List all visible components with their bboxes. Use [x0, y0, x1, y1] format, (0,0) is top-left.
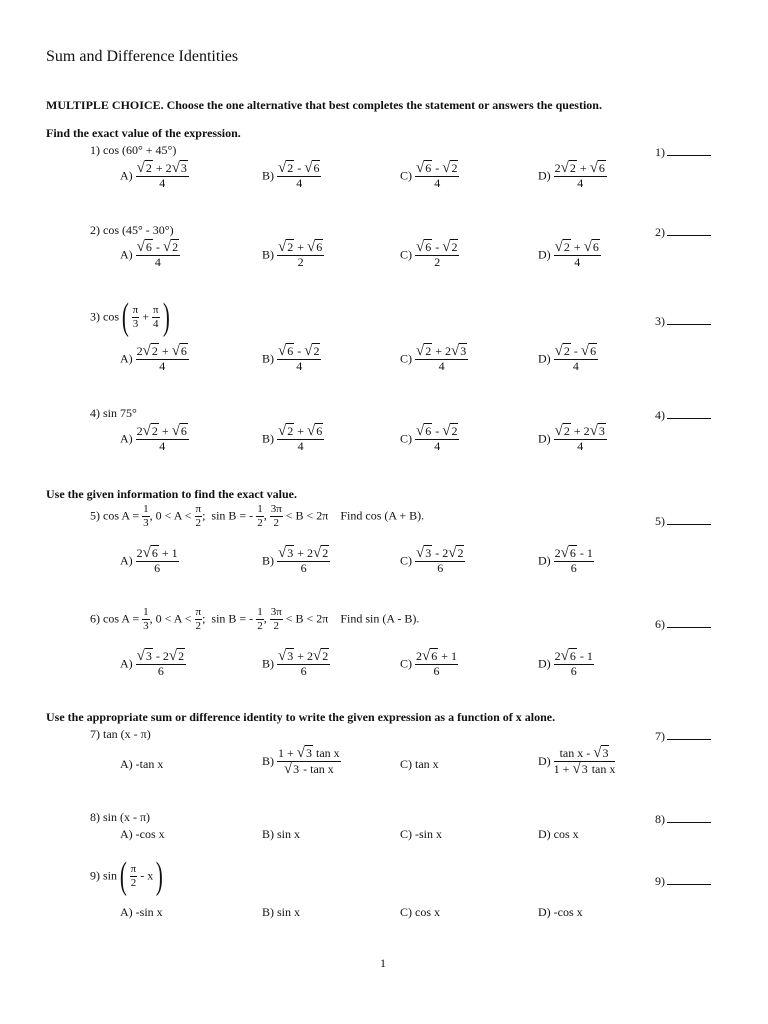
question-7: 7) tan (x - π) [90, 727, 151, 741]
directions: MULTIPLE CHOICE. Choose the one alternative that best completes the statement or answers the question. [46, 98, 602, 112]
page-title: Sum and Difference Identities [46, 48, 239, 65]
option-7a[interactable]: A) -tan x [120, 757, 164, 771]
option-6d[interactable]: D) $\frac{2√6 - 1}{6}$ [538, 648, 593, 678]
option-9a[interactable]: A) -sin x [120, 905, 163, 919]
option-4b[interactable]: B) $\frac{√2 + √6}{4}$ [262, 423, 323, 453]
answer-blank-2[interactable]: 2) [655, 223, 711, 240]
option-3a[interactable]: A) $\frac{2√2 + √6}{4}$ [120, 343, 187, 373]
option-6c[interactable]: C) $\frac{2√6 + 1}{6}$ [400, 648, 458, 678]
option-8a[interactable]: A) -cos x [120, 827, 165, 841]
option-8d[interactable]: D) cos x [538, 827, 579, 841]
option-8b[interactable]: B) sin x [262, 827, 301, 841]
section-heading: Use the given information to find the exact value. [46, 487, 297, 501]
option-5d[interactable]: D) $\frac{2√6 - 1}{6}$ [538, 545, 593, 575]
question-4: 4) sin 75° [90, 406, 137, 420]
answer-blank-6[interactable]: 6) [655, 615, 711, 632]
answer-blank-1[interactable]: 1) [655, 143, 711, 160]
option-2d[interactable]: D) $\frac{√2 + √6}{4}$ [538, 239, 599, 269]
section-heading: Find the exact value of the expression. [46, 126, 241, 140]
option-5c[interactable]: C) $\frac{√3 - 2√2}{6}$ [400, 545, 464, 575]
answer-blank-3[interactable]: 3) [655, 312, 711, 329]
answer-blank-7[interactable]: 7) [655, 727, 711, 744]
option-6b[interactable]: B) $\frac{√3 + 2√2}{6}$ [262, 648, 329, 678]
option-9d[interactable]: D) -cos x [538, 905, 583, 919]
option-7d[interactable]: D) $\frac{\text{tan x - √3}}{\text{1 + √3 tan x}}$ [538, 745, 616, 777]
option-1a[interactable]: A) $\frac{√2 + 2√3}{4}$ [120, 160, 187, 190]
section-heading: Use the appropriate sum or difference identity to write the given expression as a function of x alone. [46, 710, 556, 724]
question-3: 3) cos( $\frac{\pi}{3}$ + $\frac{\pi}{4}$ ) [90, 296, 170, 338]
option-5a[interactable]: A) $\frac{2√6 + 1}{6}$ [120, 545, 178, 575]
option-5b[interactable]: B) $\frac{√3 + 2√2}{6}$ [262, 545, 329, 575]
answer-blank-4[interactable]: 4) [655, 406, 711, 423]
option-7c[interactable]: C) tan x [400, 757, 439, 771]
option-9b[interactable]: B) sin x [262, 905, 301, 919]
option-3b[interactable]: B) $\frac{√6 - √2}{4}$ [262, 343, 320, 373]
option-2c[interactable]: C) $\frac{√6 - √2}{2}$ [400, 239, 458, 269]
option-1b[interactable]: B) $\frac{√2 - √6}{4}$ [262, 160, 320, 190]
option-4c[interactable]: C) $\frac{√6 - √2}{4}$ [400, 423, 458, 453]
option-3c[interactable]: C) $\frac{√2 + 2√3}{4}$ [400, 343, 467, 373]
option-9c[interactable]: C) cos x [400, 905, 440, 919]
option-6a[interactable]: A) $\frac{√3 - 2√2}{6}$ [120, 648, 185, 678]
page-number: 1 [380, 956, 386, 970]
answer-blank-9[interactable]: 9) [655, 872, 711, 889]
answer-blank-5[interactable]: 5) [655, 512, 711, 529]
question-9: 9) sin( $\frac{\pi}{2}$ - x) [90, 855, 164, 897]
question-6: 6) cos A = $\frac{1}{3}$ , 0 < A < $\frac{\pi}{2}$ ; sin B = - $\frac{1}{2}$ , $\frac{3\pi}{2}$ < B < 2π Find sin (A - B). [90, 606, 420, 632]
question-1: 1) cos (60° + 45°) [90, 143, 177, 157]
option-3d[interactable]: D) $\frac{√2 - √6}{4}$ [538, 343, 597, 373]
option-8c[interactable]: C) -sin x [400, 827, 442, 841]
question-2: 2) cos (45° - 30°) [90, 223, 174, 237]
option-1c[interactable]: C) $\frac{√6 - √2}{4}$ [400, 160, 458, 190]
question-8: 8) sin (x - π) [90, 810, 151, 824]
option-4d[interactable]: D) $\frac{√2 + 2√3}{4}$ [538, 423, 605, 453]
answer-blank-8[interactable]: 8) [655, 810, 711, 827]
option-2b[interactable]: B) $\frac{√2 + √6}{2}$ [262, 239, 323, 269]
option-2a[interactable]: A) $\frac{√6 - √2}{4}$ [120, 239, 179, 269]
option-1d[interactable]: D) $\frac{2√2 + √6}{4}$ [538, 160, 605, 190]
question-5: 5) cos A = $\frac{1}{3}$ , 0 < A < $\frac{\pi}{2}$ ; sin B = - $\frac{1}{2}$ , $\frac{3\pi}{2}$ < B < 2π Find cos (A + B). [90, 503, 425, 529]
option-7b[interactable]: B) $\frac{\text{1 + √3 tan x}}{\text{√3 - tan x}}$ [262, 745, 340, 777]
option-4a[interactable]: A) $\frac{2√2 + √6}{4}$ [120, 423, 187, 453]
